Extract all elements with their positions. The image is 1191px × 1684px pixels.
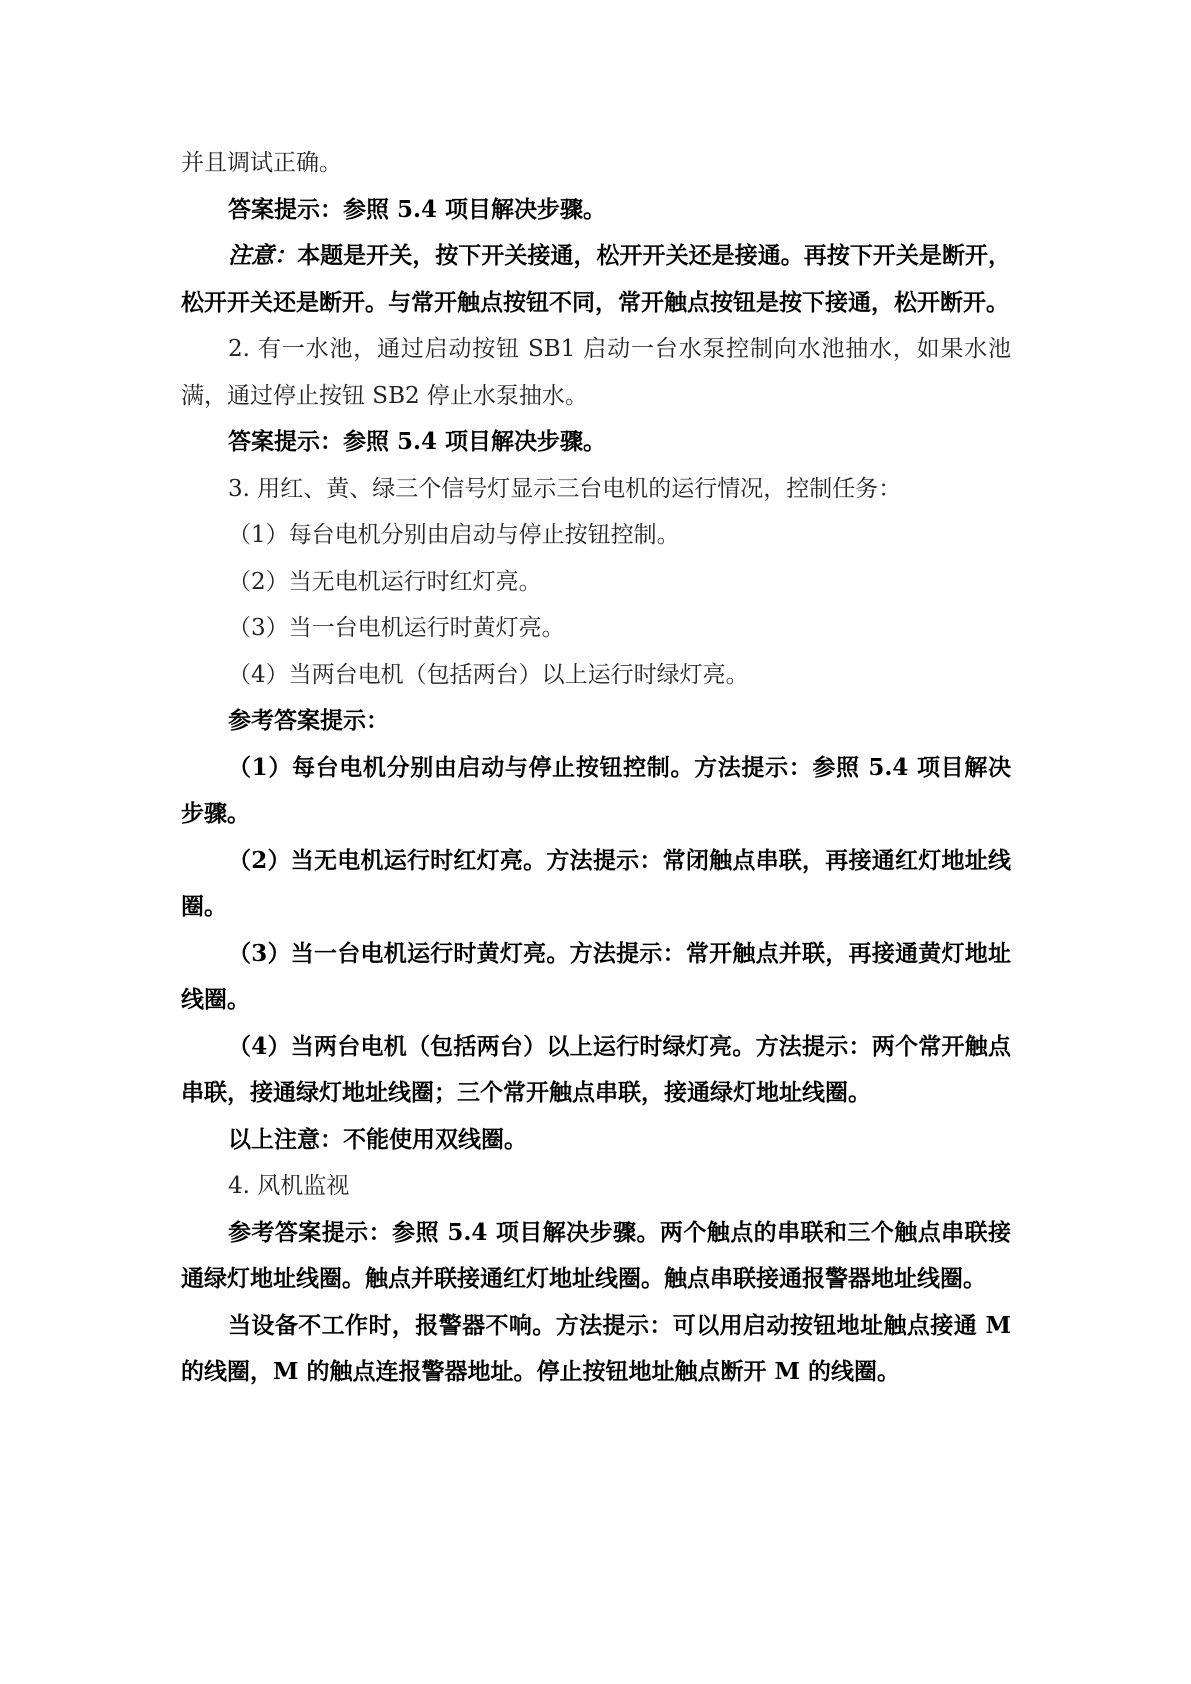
- answer-hint-4: 参考答案提示：参照 5.4 项目解决步骤。两个触点的串联和三个触点串联接通绿灯地址线圈。触点并联接通红灯地址线圈。触点串联接通报警器地址线圈。: [181, 1218, 1011, 1292]
- task-item-2: （2）当无电机运行时红灯亮。: [228, 568, 542, 595]
- task-item-3: （3）当一台电机运行时黄灯亮。: [228, 615, 565, 641]
- note-text: 本题是开关，按下开关接通，松开开关还是接通。再按下开关是断开，松开开关还是断开。与常开触点按钮不同，常开触点按钮是按下接通，松开断开。: [181, 242, 1012, 316]
- answer-hint-1: 答案提示：参照 5.4 项目解决步骤。: [228, 195, 607, 223]
- question-2: 2. 有一水池，通过启动按钮 SB1 启动一台水泵控制向水池抽水，如果水池满，通过停止按钮 SB2 停止水泵抽水。: [181, 336, 1011, 409]
- answer-hint-2: 答案提示：参照 5.4 项目解决步骤。: [228, 428, 607, 455]
- answer-item-2: （2）当无电机运行时红灯亮。方法提示：常闭触点串联，再接通红灯地址线圈。: [181, 846, 1011, 920]
- answer-item-1: （1）每台电机分别由启动与停止按钮控制。方法提示：参照 5.4 项目解决步骤。: [181, 753, 1011, 827]
- alarm-method-hint: 当设备不工作时，报警器不响。方法提示：可以用启动按钮地址触点接通 M 的线圈，M 的触点连报警器地址。停止按钮地址触点断开 M 的线圈。: [181, 1311, 1011, 1385]
- question-3: 3. 用红、黄、绿三个信号灯显示三台电机的运行情况，控制任务：: [228, 475, 902, 502]
- reference-answer-heading: 参考答案提示：: [228, 707, 389, 734]
- task-item-4: （4）当两台电机（包括两台）以上运行时绿灯亮。: [228, 661, 749, 688]
- task-item-1: （1）每台电机分别由启动与停止按钮控制。: [228, 522, 680, 548]
- double-coil-note: 以上注意：不能使用双线圈。: [228, 1125, 527, 1153]
- answer-item-4: （4）当两台电机（包括两台）以上运行时绿灯亮。方法提示：两个常开触点串联，接通绿灯地址线圈；三个常开触点串联，接通绿灯地址线圈。: [181, 1032, 1011, 1106]
- paragraph-continuation: 并且调试正确。: [181, 150, 342, 176]
- document-page: [181, 140, 1011, 1396]
- note-label: 注意：: [228, 242, 298, 269]
- answer-item-3: （3）当一台电机运行时黄灯亮。方法提示：常开触点并联，再接通黄灯地址线圈。: [181, 939, 1011, 1013]
- note-paragraph: [181, 233, 1011, 326]
- question-4: 4. 风机监视: [228, 1173, 350, 1199]
